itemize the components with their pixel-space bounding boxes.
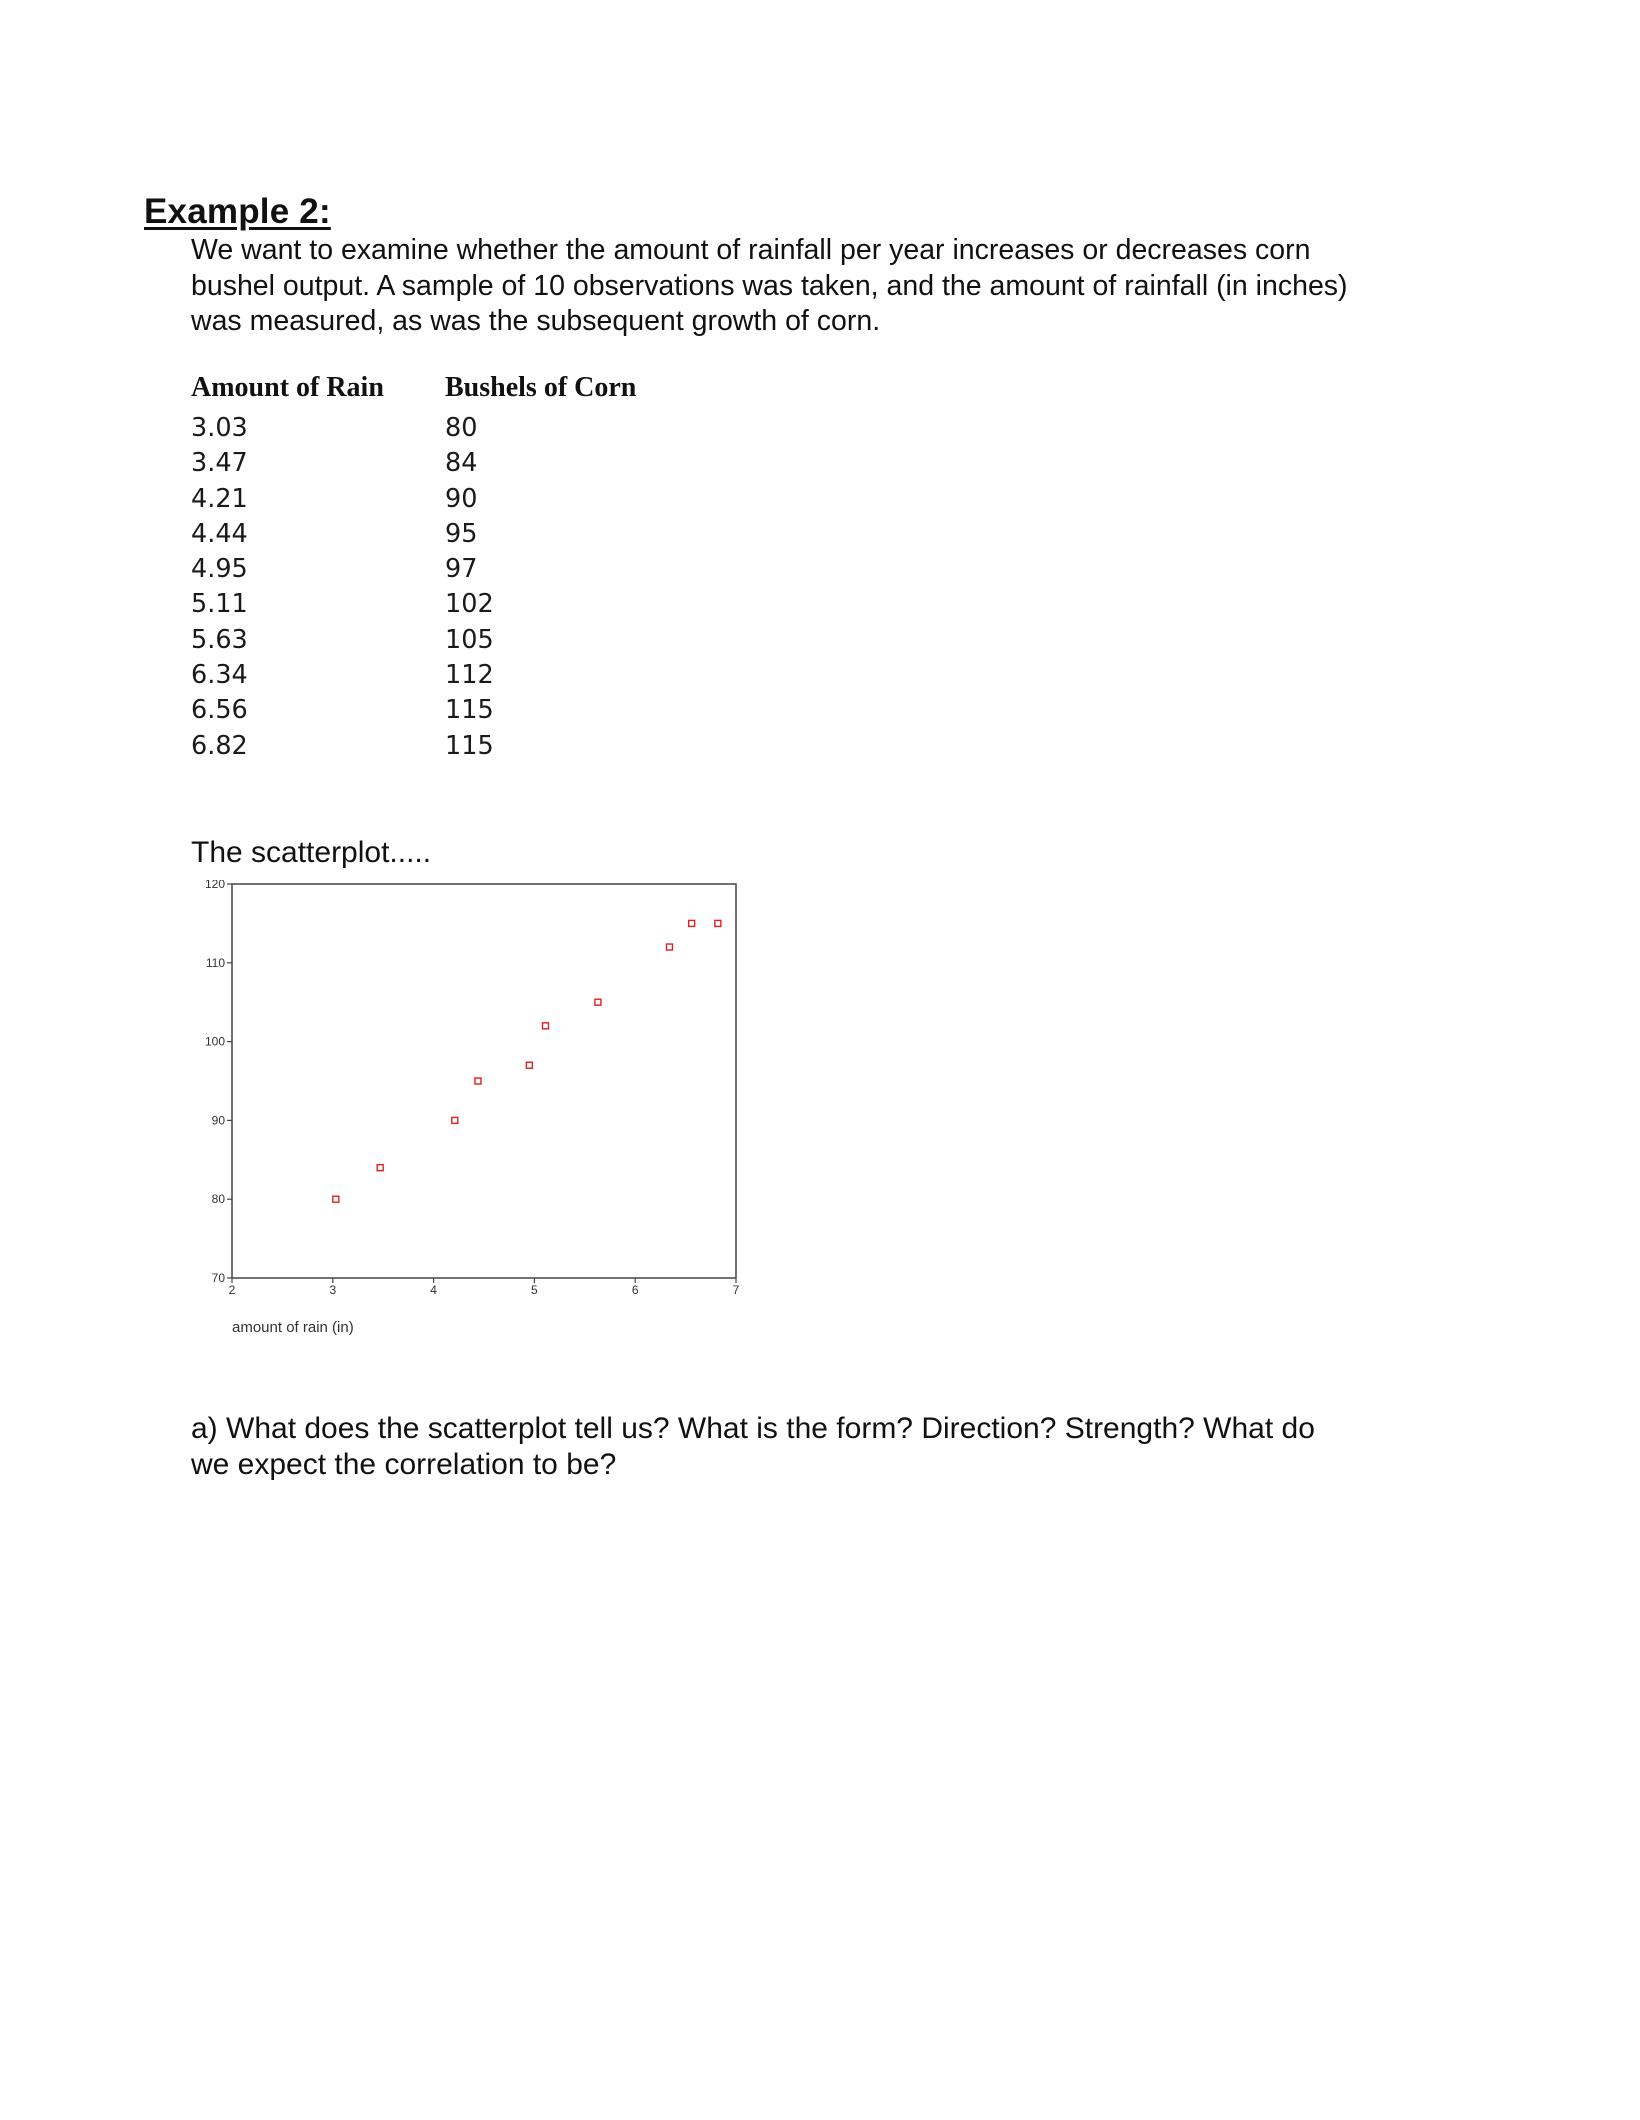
question-line: a) What does the scatterplot tell us? What is the form? Direction? Strength? What do: [191, 1412, 1315, 1445]
rain-cell: 6.82: [191, 730, 248, 761]
table-row: [191, 554, 636, 589]
question-a: [191, 1411, 1491, 1483]
rain-cell: 4.95: [191, 554, 248, 585]
corn-cell: 115: [445, 730, 494, 761]
example-heading: Example 2:: [144, 192, 331, 231]
scatterplot-caption: The scatterplot.....: [191, 836, 432, 869]
y-tick-label: 120: [204, 880, 225, 891]
corn-cell: 105: [445, 624, 494, 655]
x-tick-label: 7: [732, 1283, 740, 1297]
table-row: [191, 660, 636, 695]
data-point: [452, 1117, 458, 1123]
y-tick-label: 110: [205, 955, 225, 970]
x-tick-label: 2: [228, 1283, 236, 1297]
corn-cell: 97: [445, 554, 478, 585]
problem-description: [191, 233, 1461, 340]
table-row: [191, 731, 636, 766]
x-tick-label: 4: [430, 1283, 437, 1297]
corn-cell: 80: [445, 413, 478, 443]
table-header-row: [191, 372, 636, 413]
y-tick-label: 100: [204, 1034, 225, 1049]
y-tick-label: 70: [211, 1271, 225, 1285]
header-amount-of-rain: Amount of Rain: [191, 372, 384, 403]
rain-cell: 4.21: [191, 483, 248, 514]
intro-line: We want to examine whether the amount of rainfall per year increases or decreases corn: [191, 234, 1311, 266]
rain-cell: 5.11: [191, 589, 248, 620]
data-point: [526, 1062, 532, 1068]
table-row: [191, 413, 636, 448]
table-row: [191, 448, 636, 483]
table-row: [191, 589, 636, 624]
plot-frame: [232, 884, 736, 1278]
data-point: [715, 920, 721, 926]
data-point: [475, 1078, 481, 1084]
data-point: [689, 920, 695, 926]
header-bushels-of-corn: Bushels of Corn: [445, 372, 637, 403]
data-point: [666, 944, 672, 950]
corn-cell: 102: [445, 589, 494, 620]
corn-cell: 90: [445, 483, 478, 514]
data-point: [595, 999, 601, 1005]
rain-cell: 6.34: [191, 660, 248, 691]
data-point: [542, 1023, 548, 1029]
rain-cell: 6.56: [191, 695, 248, 726]
corn-cell: 95: [445, 518, 478, 549]
rain-cell: 3.47: [191, 448, 248, 479]
x-axis-label: amount of rain (in): [232, 1319, 354, 1336]
intro-line: bushel output. A sample of 10 observations was taken, and the amount of rainfall (in inches): [191, 269, 1348, 302]
x-tick-label: 6: [631, 1283, 639, 1297]
data-point: [333, 1196, 339, 1202]
question-line: we expect the correlation to be?: [191, 1448, 617, 1481]
x-tick-label: 3: [329, 1283, 337, 1297]
scatterplot-chart: [190, 880, 750, 1360]
x-tick-label: 5: [531, 1283, 538, 1297]
corn-cell: 112: [445, 660, 494, 691]
table-row: [191, 695, 636, 730]
rain-cell: 3.03: [191, 413, 248, 443]
corn-cell: 115: [445, 695, 494, 726]
rain-cell: 4.44: [191, 518, 248, 549]
table-row: [191, 484, 636, 519]
y-tick-label: 80: [211, 1192, 225, 1207]
table-row: [191, 519, 636, 554]
intro-line: was measured, as was the subsequent growth of corn.: [191, 305, 881, 337]
rain-corn-table: [191, 372, 636, 766]
data-point: [377, 1165, 383, 1171]
rain-cell: 5.63: [191, 624, 248, 655]
corn-cell: 84: [445, 448, 478, 479]
y-tick-label: 90: [211, 1113, 225, 1128]
table-row: [191, 625, 636, 660]
